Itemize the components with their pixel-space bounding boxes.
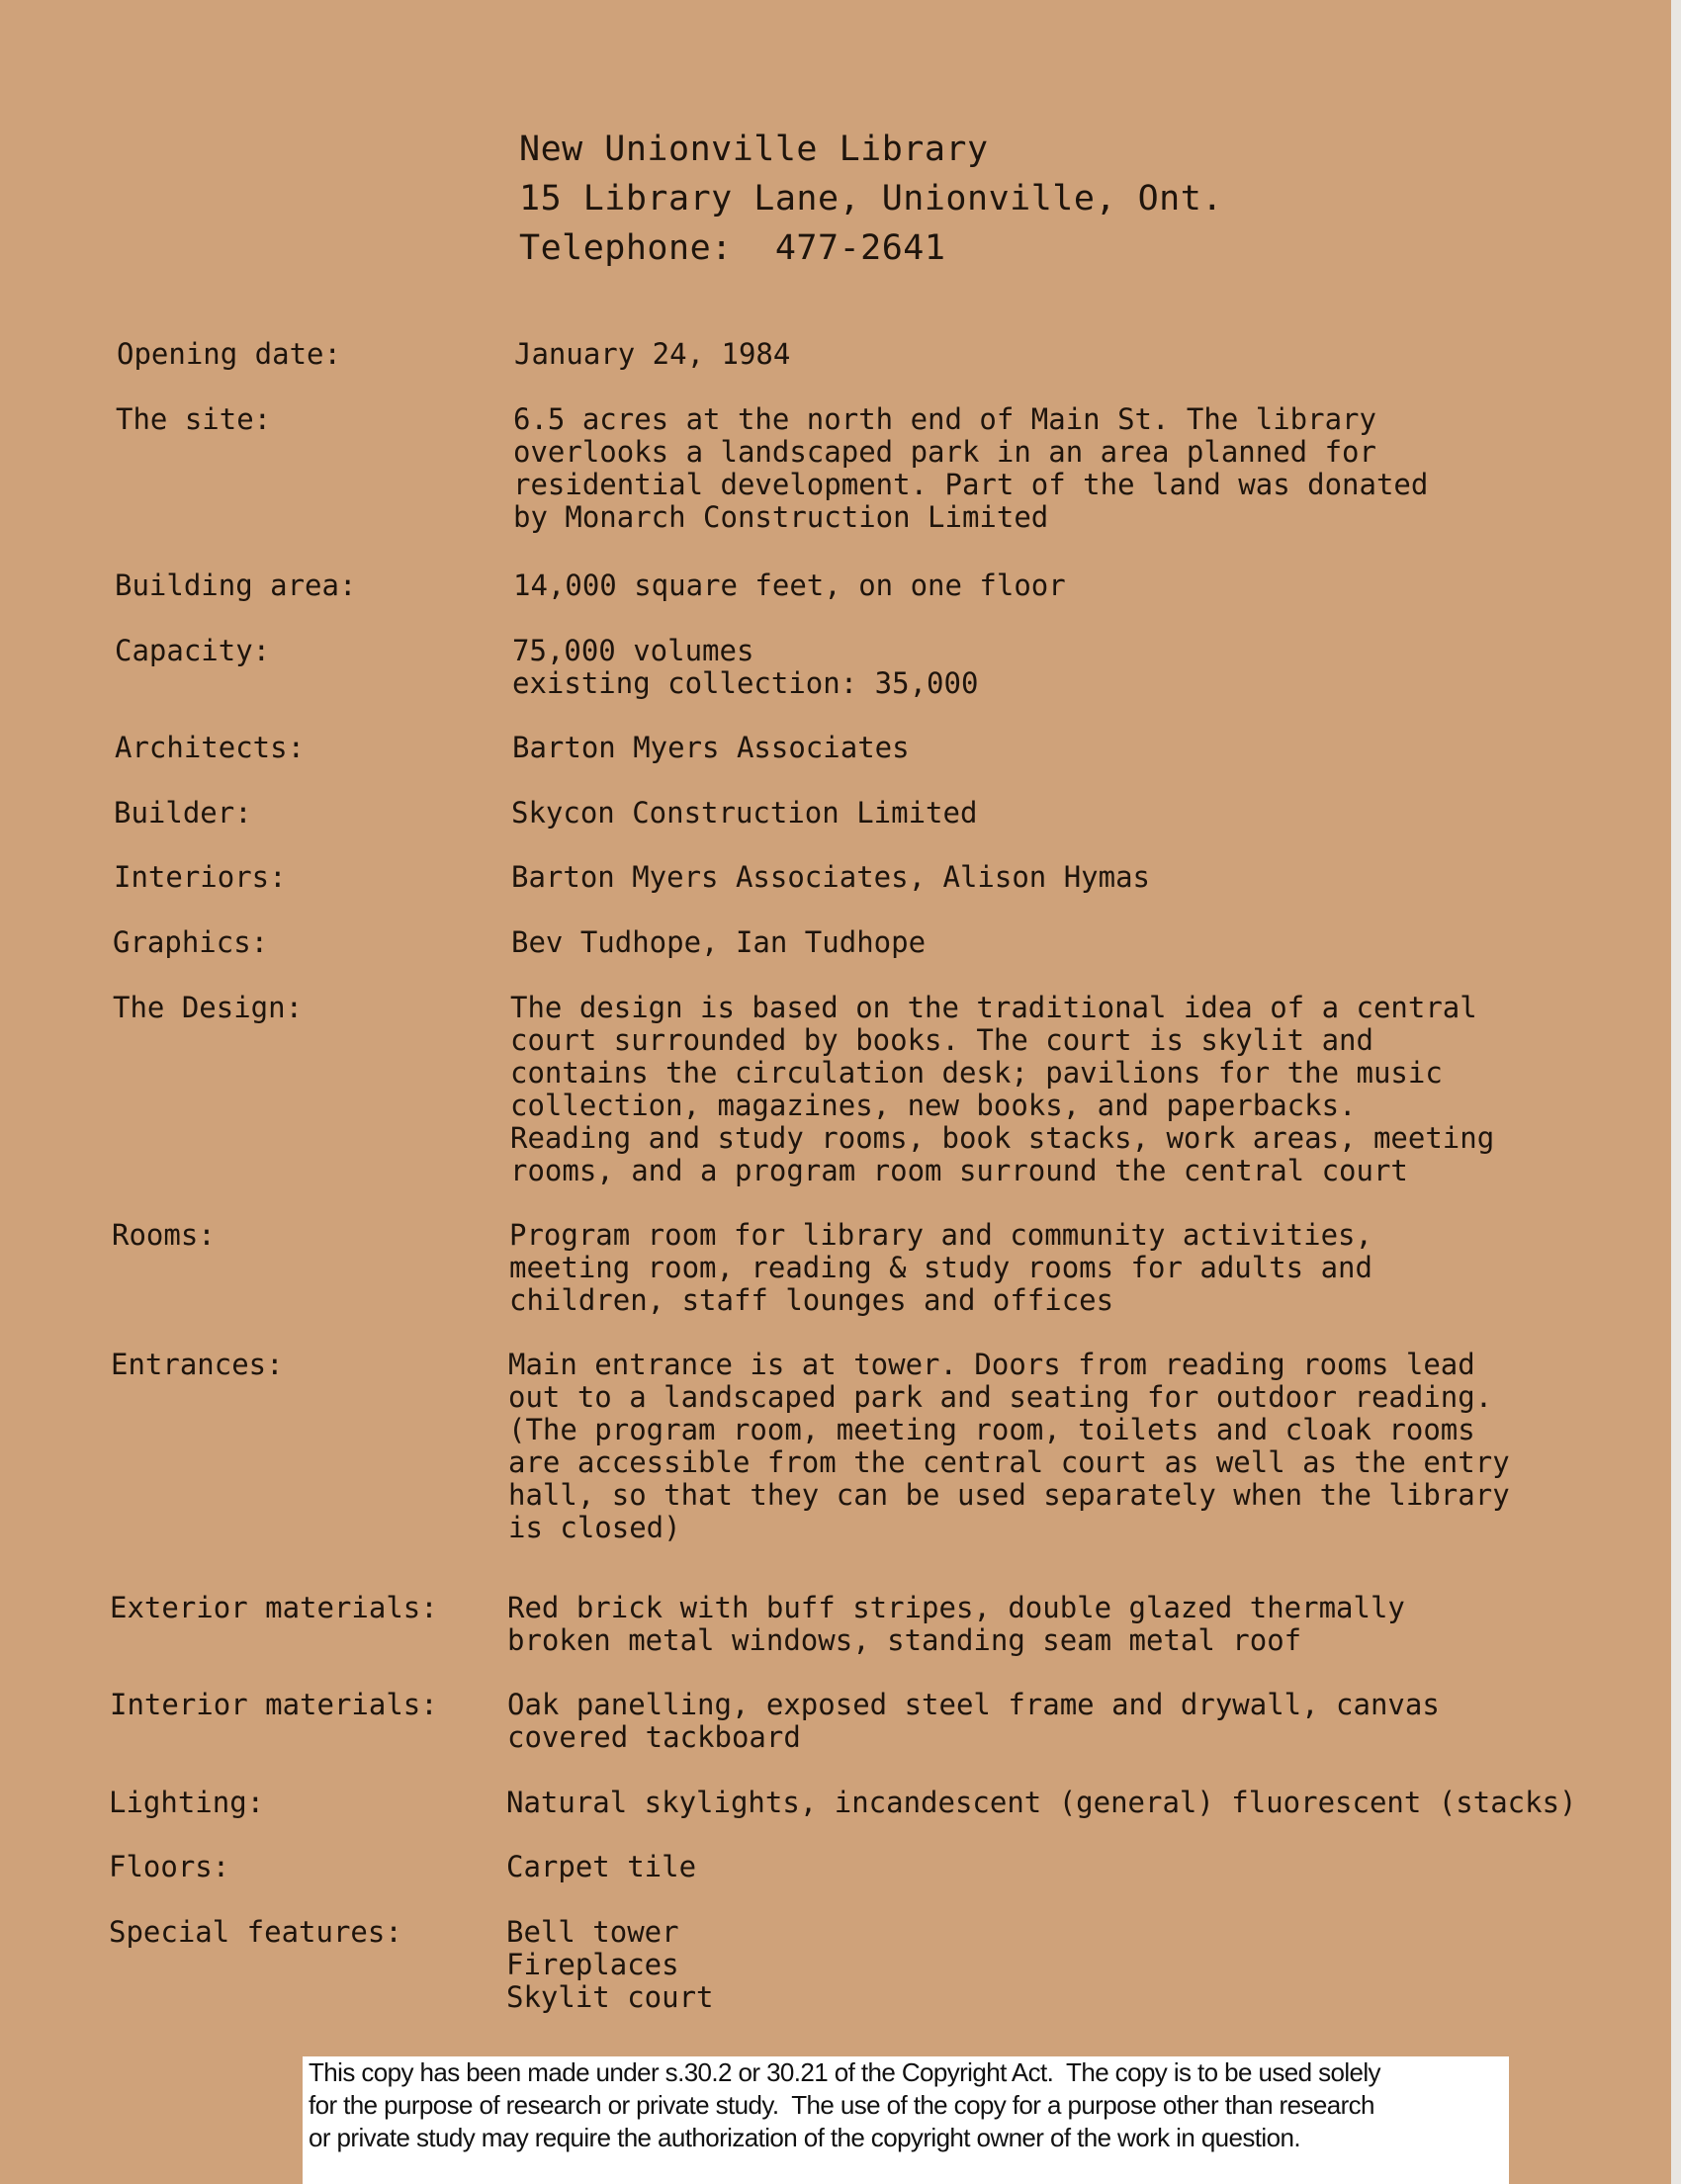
- field-value: [508, 1349, 1510, 1544]
- library-address: 15 Library Lane, Unionville, Ont.: [519, 179, 1223, 218]
- field-value-line: by Monarch Construction Limited: [513, 500, 1049, 534]
- field-label: Interiors:: [114, 860, 287, 894]
- field-label: The site:: [116, 402, 272, 436]
- field-label: Exterior materials:: [110, 1591, 438, 1624]
- field-value-line: 75,000 volumes: [512, 634, 754, 667]
- field-value-line: contains the circulation desk; pavilions for the music: [510, 1056, 1443, 1090]
- field-value-line: Barton Myers Associates: [512, 731, 910, 764]
- field-value-line: children, staff lounges and offices: [509, 1283, 1114, 1317]
- field-value-line: Red brick with buff stripes, double glazed thermally: [507, 1591, 1405, 1624]
- field-label: Interior materials:: [110, 1688, 438, 1721]
- field-label: Graphics:: [113, 925, 269, 959]
- field-value-line: Carpet tile: [506, 1850, 697, 1883]
- field-value-line: Natural skylights, incandescent (general) fluorescent (stacks): [506, 1786, 1577, 1819]
- library-telephone: Telephone: 477-2641: [519, 228, 946, 268]
- field-label: Rooms:: [112, 1218, 216, 1252]
- field-value: [506, 1851, 696, 1883]
- field-value-line: 6.5 acres at the north end of Main St. The library: [513, 402, 1376, 436]
- field-value-line: meeting room, reading & study rooms for adults and: [509, 1251, 1372, 1284]
- field-value: [513, 403, 1428, 534]
- field-value: [514, 338, 790, 371]
- field-value-line: January 24, 1984: [514, 337, 791, 371]
- library-name: New Unionville Library: [519, 130, 989, 169]
- field-value-line: Skycon Construction Limited: [511, 796, 978, 830]
- field-label: Lighting:: [109, 1786, 265, 1819]
- field-label: Floors:: [109, 1850, 230, 1883]
- field-value: [512, 732, 910, 764]
- field-label: Capacity:: [115, 634, 271, 667]
- field-value-line: collection, magazines, new books, and paperbacks.: [510, 1089, 1357, 1122]
- field-value: [506, 1787, 1577, 1819]
- field-value: [511, 926, 926, 959]
- field-label: The Design:: [113, 991, 304, 1024]
- copyright-notice-line: or private study may require the authorization of the copyright owner of the work in question.: [309, 2123, 1300, 2152]
- field-value-line: Reading and study rooms, book stacks, work areas, meeting: [510, 1121, 1495, 1155]
- field-value-line: covered tackboard: [507, 1720, 801, 1754]
- scan-edge: [1671, 0, 1681, 2184]
- field-value-line: Skylit court: [506, 1980, 714, 2014]
- field-value-line: overlooks a landscaped park in an area planned for: [513, 435, 1376, 469]
- field-value-line: (The program room, meeting room, toilets and cloak rooms: [508, 1413, 1475, 1446]
- field-value-line: The design is based on the traditional idea of a central: [510, 991, 1477, 1024]
- field-value-line: out to a landscaped park and seating for outdoor reading.: [508, 1380, 1493, 1414]
- field-value-line: Bev Tudhope, Ian Tudhope: [511, 925, 927, 959]
- field-value: [512, 635, 978, 700]
- letterhead: [519, 125, 1223, 273]
- field-label: Builder:: [114, 796, 252, 830]
- field-label: Building area:: [115, 568, 357, 602]
- field-value: [509, 1219, 1372, 1317]
- field-label: Architects:: [115, 731, 306, 764]
- copyright-notice: [303, 2056, 1509, 2184]
- field-value-line: court surrounded by books. The court is skylit and: [510, 1023, 1373, 1057]
- field-value-line: are accessible from the central court as well as the entry: [508, 1445, 1510, 1479]
- field-value-line: broken metal windows, standing seam metal roof: [507, 1623, 1302, 1657]
- field-value-line: residential development. Part of the land was donated: [513, 468, 1429, 501]
- field-value: [510, 992, 1494, 1187]
- field-value-line: Fireplaces: [506, 1948, 679, 1981]
- field-value-line: Main entrance is at tower. Doors from reading rooms lead: [508, 1348, 1475, 1381]
- field-value: [507, 1592, 1405, 1657]
- field-value-line: is closed): [508, 1511, 681, 1544]
- copyright-notice-line: for the purpose of research or private study. The use of the copy for a purpose other than research: [309, 2090, 1374, 2120]
- field-value: [507, 1689, 1440, 1754]
- field-value-line: Oak panelling, exposed steel frame and drywall, canvas: [507, 1688, 1440, 1721]
- field-label: Opening date:: [117, 337, 341, 371]
- field-value: [513, 569, 1066, 602]
- field-value-line: Bell tower: [506, 1915, 679, 1949]
- field-value: [511, 797, 977, 830]
- field-value: [506, 1916, 714, 2014]
- field-value-line: Program room for library and community activities,: [509, 1218, 1372, 1252]
- field-value-line: existing collection: 35,000: [512, 666, 979, 700]
- field-value-line: Barton Myers Associates, Alison Hymas: [511, 860, 1151, 894]
- field-value-line: rooms, and a program room surround the central court: [510, 1154, 1408, 1187]
- field-label: Special features:: [109, 1915, 402, 1949]
- field-value-line: 14,000 square feet, on one floor: [513, 568, 1066, 602]
- field-label: Entrances:: [111, 1348, 284, 1381]
- field-value: [511, 861, 1150, 894]
- copyright-notice-line: This copy has been made under s.30.2 or 30.21 of the Copyright Act. The copy is to be used solely: [309, 2057, 1380, 2087]
- field-value-line: hall, so that they can be used separately when the library: [508, 1478, 1510, 1512]
